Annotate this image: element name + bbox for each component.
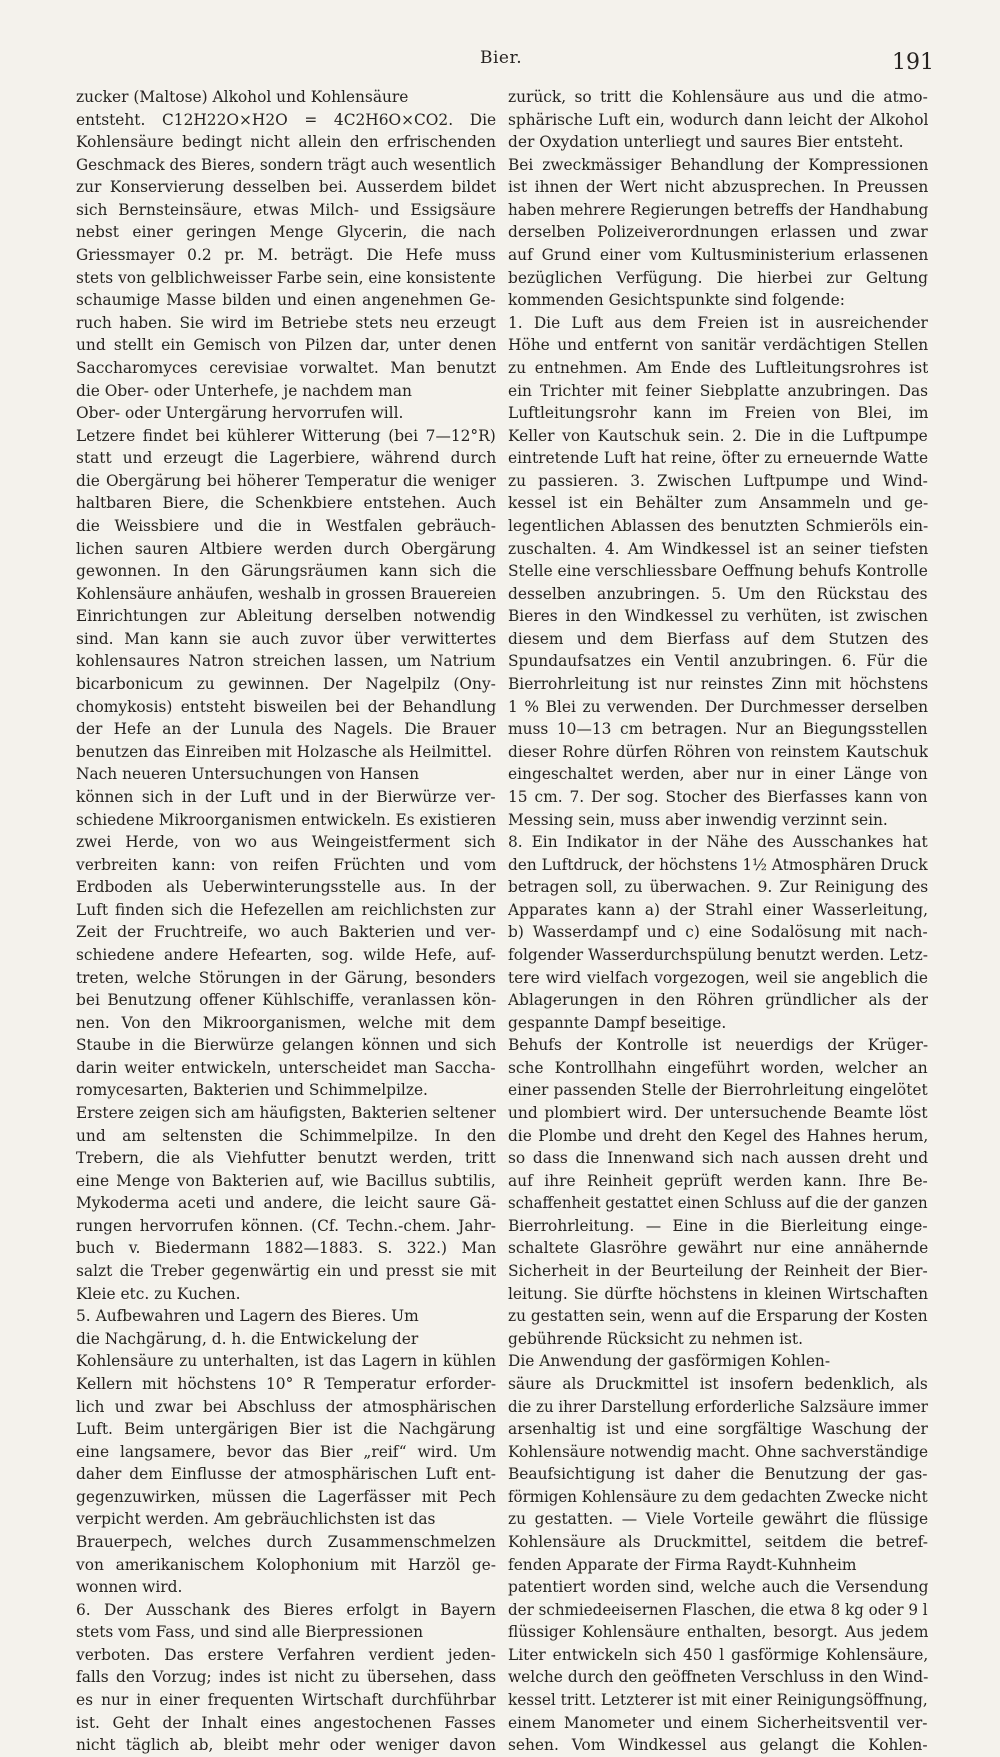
text-line: zurück, so tritt die Kohlensäure aus und die atmo- bbox=[508, 88, 928, 106]
text-line: nen. Von den Mikroorganismen, welche mit dem bbox=[76, 1013, 496, 1032]
text-line: Saccharomyces cerevisiae vorwaltet. Man benutzt bbox=[76, 358, 496, 377]
text-line: einer passenden Stelle der Bierrohrleitung eingelötet bbox=[508, 1081, 928, 1100]
text-line: schiedene andere Hefearten, sog. wilde Hefe, auf- bbox=[76, 945, 496, 964]
text-line: zwei Herde, von wo aus Weingeistferment sich bbox=[76, 833, 496, 852]
text-line: die Nachgärung, d. h. die Entwickelung der bbox=[76, 1329, 419, 1348]
text-line: Beaufsichtigung ist daher die Benutzung der gas- bbox=[508, 1465, 928, 1484]
text-line: zucker (Maltose) Alkohol und Kohlensäure bbox=[76, 88, 409, 106]
text-line: bicarbonicum zu gewinnen. Der Nagelpilz (Ony- bbox=[76, 675, 496, 694]
text-line: Stelle eine verschliessbare Oeffnung behufs Kontrolle bbox=[508, 562, 928, 581]
text-line: es nur in einer frequenten Wirtschaft durchführbar bbox=[76, 1691, 496, 1710]
text-line: zu gestatten sein, wenn auf die Ersparung der Kosten bbox=[508, 1307, 928, 1326]
text-line: Trebern, die als Viehfutter benutzt werden, tritt bbox=[76, 1149, 496, 1168]
text-line: dieser Rohre dürfen Röhren von reinstem Kautschuk bbox=[508, 742, 928, 761]
text-line: und stellt ein Gemisch von Pilzen dar, unter denen bbox=[76, 336, 496, 355]
text-line: Messing sein, muss aber inwendig verzinnt sein. bbox=[508, 810, 888, 829]
text-line: gegenzuwirken, müssen die Lagerfässer mit Pech bbox=[76, 1487, 496, 1506]
text-line: Liter entwickeln sich 450 l gasförmige Kohlensäure, bbox=[508, 1645, 928, 1664]
text-line: sehen. Vom Windkessel aus gelangt die Kohlen- bbox=[508, 1736, 928, 1755]
text-line: Bei zweckmässiger Behandlung der Kompressionen bbox=[508, 155, 928, 174]
text-line: Bierrohrleitung ist nur reinstes Zinn mit höchstens bbox=[508, 675, 928, 694]
text-line: bei Benutzung offener Kühlschiffe, veranlassen kön- bbox=[76, 991, 496, 1010]
text-line: verbreiten kann: von reifen Früchten und vom bbox=[76, 855, 496, 874]
text-line: zu passieren. 3. Zwischen Luftpumpe und Wind- bbox=[508, 471, 928, 490]
text-line: eingeschaltet werden, aber nur in einer Länge von bbox=[508, 765, 928, 784]
text-line: derselben Polizeiverordnungen erlassen und zwar bbox=[508, 223, 928, 242]
text-line: 8. Ein Indikator in der Nähe des Ausschankes hat bbox=[508, 833, 928, 852]
text-line: können sich in der Luft und in der Bierwürze ver- bbox=[76, 787, 496, 806]
text-line: die Obergärung bei höherer Temperatur die weniger bbox=[76, 471, 496, 490]
text-line: benutzen das Einreiben mit Holzasche als Heilmittel. bbox=[76, 742, 493, 761]
text-line: haben mehrere Regierungen betreffs der Handhabung bbox=[508, 200, 928, 219]
text-line: Kellern mit höchstens 10° R Temperatur erforder- bbox=[76, 1374, 496, 1393]
text-line: 5. Aufbewahren und Lagern des Bieres. Um bbox=[76, 1307, 419, 1326]
text-line: Letzere findet bei kühlerer Witterung (bei 7—12°R) bbox=[76, 426, 496, 445]
text-line: und am seltensten die Schimmelpilze. In den bbox=[76, 1126, 496, 1145]
text-line: und plombiert wird. Der untersuchende Beamte löst bbox=[508, 1104, 928, 1123]
text-line: stets von gelblichweisser Farbe sein, eine konsistente bbox=[76, 268, 496, 287]
text-line: der schmiedeeisernen Flaschen, die etwa 8 kg oder 9 l bbox=[508, 1600, 928, 1619]
text-line: leitung. Sie dürfte höchstens in kleinen Wirtschaften bbox=[508, 1284, 928, 1303]
text-line: schaffenheit gestattet einen Schluss auf die der ganzen bbox=[508, 1194, 928, 1213]
text-line: wonnen wird. bbox=[76, 1578, 183, 1597]
text-line: verboten. Das erstere Verfahren verdient jeden- bbox=[76, 1645, 496, 1664]
text-line: kessel ist ein Behälter zum Ansammeln und ge- bbox=[508, 494, 928, 513]
text-line: betragen soll, zu überwachen. 9. Zur Reinigung des bbox=[508, 878, 928, 897]
text-line: eintretende Luft hat reine, öfter zu erneuernde Watte bbox=[508, 449, 928, 468]
text-line: Ablagerungen in den Röhren gründlicher als der bbox=[508, 991, 928, 1010]
running-title: Bier. bbox=[480, 48, 523, 68]
text-line: die Weissbiere und die in Westfalen gebräuch- bbox=[76, 516, 496, 535]
text-line: muss 10—13 cm betragen. Nur an Biegungsstellen bbox=[508, 720, 928, 739]
text-line: entsteht. C12H22O×H2O = 4C2H6O×CO2. Die bbox=[76, 110, 496, 129]
text-line: ist. Geht der Inhalt eines angestochenen Fasses bbox=[76, 1713, 496, 1732]
text-line: säure als Druckmittel ist insofern bedenklich, als bbox=[508, 1374, 928, 1393]
text-line: auf ihre Reinheit geprüft werden kann. Ihre Be- bbox=[508, 1171, 928, 1190]
text-line: der Oxydation unterliegt und saures Bier entsteht. bbox=[508, 133, 904, 152]
text-line: verpicht werden. Am gebräuchlichsten ist das bbox=[76, 1510, 436, 1529]
text-line: ruch haben. Sie wird im Betriebe stets neu erzeugt bbox=[76, 313, 496, 332]
text-line: Kohlensäure als Druckmittel, seitdem die betref- bbox=[508, 1533, 928, 1551]
text-line: förmigen Kohlensäure zu dem gedachten Zwecke nicht bbox=[508, 1487, 928, 1506]
text-line: zuschalten. 4. Am Windkessel ist an seiner tiefsten bbox=[508, 539, 928, 558]
text-line: Erdboden als Ueberwinterungsstelle aus. In der bbox=[76, 878, 496, 897]
text-line: sche Kontrollhahn eingeführt worden, welcher an bbox=[508, 1058, 928, 1077]
text-line: Kleie etc. zu Kuchen. bbox=[76, 1284, 241, 1303]
text-line: chomykosis) entsteht bisweilen bei der Behandlung bbox=[76, 697, 496, 716]
text-line: flüssiger Kohlensäure enthalten, besorgt. Aus jedem bbox=[508, 1623, 928, 1642]
text-line: von amerikanischem Kolophonium mit Harzöl ge- bbox=[76, 1555, 496, 1574]
text-line: Kohlensäure notwendig macht. Ohne sachverständige bbox=[508, 1442, 929, 1461]
text-line: arsenhaltig ist und eine sorgfältige Waschung der bbox=[508, 1420, 928, 1439]
text-line: Luftleitungsrohr kann im Freien von Blei, im bbox=[508, 404, 928, 423]
text-line: Bierrohrleitung. — Eine in die Bierleitung einge- bbox=[508, 1216, 928, 1235]
text-line: Kohlensäure bedingt nicht allein den erfrischenden bbox=[76, 133, 496, 152]
text-line: einem Manometer und einem Sicherheitsventil ver- bbox=[508, 1713, 928, 1732]
text-line: zur Konservierung desselben bei. Ausserdem bildet bbox=[76, 178, 496, 197]
text-line: gewonnen. In den Gärungsräumen kann sich die bbox=[76, 562, 496, 581]
text-line: Apparates kann a) der Strahl einer Wasserleitung, bbox=[508, 900, 928, 919]
text-line: Luft. Beim untergärigen Bier ist die Nachgärung bbox=[76, 1420, 496, 1439]
text-line: Geschmack des Bieres, sondern trägt auch wesentlich bbox=[76, 155, 496, 174]
text-line: kohlensaures Natron streichen lassen, um Natrium bbox=[76, 652, 496, 671]
text-line: romycesarten, Bakterien und Schimmelpilze. bbox=[76, 1081, 428, 1100]
text-line: Einrichtungen zur Ableitung derselben notwendig bbox=[76, 607, 496, 626]
text-line: Mykoderma aceti und andere, die leicht saure Gä- bbox=[76, 1194, 496, 1213]
left-text-column bbox=[76, 86, 496, 1757]
text-line: Nach neueren Untersuchungen von Hansen bbox=[76, 765, 420, 784]
text-line: Keller von Kautschuk sein. 2. Die in die Luftpumpe bbox=[508, 426, 928, 445]
text-line: gespannte Dampf beseitige. bbox=[508, 1013, 727, 1032]
page-number: 191 bbox=[892, 50, 934, 75]
text-line: legentlichen Ablassen des benutzten Schmieröls ein- bbox=[508, 516, 928, 535]
text-line: rungen hervorrufen können. (Cf. Techn.-chem. Jahr- bbox=[76, 1216, 496, 1235]
text-line: ist ihnen der Wert nicht abzusprechen. In Preussen bbox=[508, 178, 928, 197]
text-line: darin weiter entwickeln, unterscheidet man Saccha- bbox=[76, 1058, 496, 1077]
text-line: gebührende Rücksicht zu nehmen ist. bbox=[508, 1329, 803, 1348]
text-line: nicht täglich ab, bleibt mehr oder weniger davon bbox=[76, 1736, 496, 1755]
text-line: diesem und dem Bierfass auf dem Stutzen des bbox=[508, 629, 928, 648]
text-line: die Plombe und dreht den Kegel des Hahnes herum, bbox=[508, 1126, 928, 1145]
text-line: 6. Der Ausschank des Bieres erfolgt in Bayern bbox=[76, 1600, 496, 1619]
text-line: nebst einer geringen Menge Glycerin, die nach bbox=[76, 223, 496, 242]
text-line: Ober- oder Untergärung hervorrufen will. bbox=[76, 404, 404, 423]
text-line: treten, welche Störungen in der Gärung, besonders bbox=[76, 968, 496, 987]
text-line: ein Trichter mit feiner Siebplatte anzubringen. Das bbox=[508, 381, 928, 400]
text-line: lichen sauren Altbiere werden durch Obergärung bbox=[76, 539, 496, 558]
text-line: eine langsamere, bevor das Bier „reif“ wird. Um bbox=[76, 1442, 496, 1461]
text-line: 15 cm. 7. Der sog. Stocher des Bierfasses kann von bbox=[508, 787, 928, 806]
text-line: zu entnehmen. Am Ende des Luftleitungsrohres ist bbox=[508, 358, 928, 377]
text-line: schiedene Mikroorganismen entwickeln. Es existieren bbox=[76, 810, 496, 829]
text-line: kessel tritt. Letzterer ist mit einer Reinigungsöffnung, bbox=[508, 1691, 928, 1710]
text-line: tere wird vielfach vorgezogen, weil sie angeblich die bbox=[508, 968, 928, 987]
text-line: daher dem Einflusse der atmosphärischen Luft ent- bbox=[76, 1465, 496, 1484]
text-line: Staube in die Bierwürze gelangen können und sich bbox=[76, 1036, 496, 1055]
text-line: Sicherheit in der Beurteilung der Reinheit der Bier- bbox=[508, 1262, 928, 1281]
text-line: patentiert worden sind, welche auch die Versendung bbox=[508, 1578, 928, 1597]
text-line: salzt die Treber gegenwärtig ein und presst sie mit bbox=[76, 1262, 496, 1281]
text-line: bezüglichen Verfügung. Die hierbei zur Geltung bbox=[508, 268, 928, 287]
text-line: lich und zwar bei Abschluss der atmosphärischen bbox=[76, 1397, 496, 1416]
text-line: Spundaufsatzes ein Ventil anzubringen. 6. Für die bbox=[508, 652, 928, 671]
text-line: buch v. Biedermann 1882—1883. S. 322.) Man bbox=[76, 1239, 496, 1258]
text-line: die Ober- oder Unterhefe, je nachdem man bbox=[76, 381, 412, 400]
text-line: Luft finden sich die Hefezellen am reichlichsten zur bbox=[76, 900, 496, 919]
text-line: Kohlensäure zu unterhalten, ist das Lagern in kühlen bbox=[76, 1352, 496, 1371]
text-line: falls den Vorzug; indes ist nicht zu übersehen, dass bbox=[76, 1668, 496, 1687]
text-line: auf Grund einer vom Kultusministerium erlassenen bbox=[508, 246, 928, 265]
text-line: kommenden Gesichtspunkte sind folgende: bbox=[508, 291, 845, 310]
text-line: 1. Die Luft aus dem Freien ist in ausreichender bbox=[508, 313, 928, 332]
text-line: den Luftdruck, der höchstens 1½ Atmosphären Druck bbox=[508, 855, 928, 874]
text-line: b) Wasserdampf und c) eine Sodalösung mit nach- bbox=[508, 923, 928, 942]
text-line: stets vom Fass, und sind alle Bierpressionen bbox=[76, 1623, 424, 1642]
text-line: sich Bernsteinsäure, etwas Milch- und Essigsäure bbox=[76, 200, 496, 219]
text-line: fenden Apparate der Firma Raydt-Kuhnheim bbox=[508, 1555, 857, 1574]
text-line: der Hefe an der Lunula des Nagels. Die Brauer bbox=[76, 720, 496, 739]
text-line: zu gestatten. — Viele Vorteile gewährt die flüssige bbox=[508, 1510, 928, 1529]
text-line: Höhe und entfernt von sanitär verdächtigen Stellen bbox=[508, 336, 928, 355]
text-line: Griessmayer 0.2 pr. M. beträgt. Die Hefe muss bbox=[76, 246, 496, 265]
text-line: sphärische Luft ein, wodurch dann leicht der Alkohol bbox=[508, 110, 928, 129]
text-line: Behufs der Kontrolle ist neuerdigs der Krüger- bbox=[508, 1036, 928, 1055]
text-line: statt und erzeugt die Lagerbiere, während durch bbox=[76, 449, 496, 468]
text-line: Bieres in den Windkessel zu verhüten, ist zwischen bbox=[508, 607, 928, 626]
text-line: 1 % Blei zu verwenden. Der Durchmesser derselben bbox=[508, 697, 928, 716]
text-line: schaumige Masse bilden und einen angenehmen Ge- bbox=[76, 291, 496, 310]
text-line: folgender Wasserdurchspülung benutzt werden. Letz- bbox=[508, 945, 928, 964]
text-line: desselben anzubringen. 5. Um den Rückstau des bbox=[508, 584, 928, 603]
text-line: Erstere zeigen sich am häufigsten, Bakterien seltener bbox=[76, 1104, 496, 1123]
text-line: Zeit der Fruchtreife, wo auch Bakterien und ver- bbox=[76, 923, 496, 942]
text-line: sind. Man kann sie auch zuvor über verwittertes bbox=[76, 629, 496, 648]
text-line: eine Menge von Bakterien auf, wie Bacillus subtilis, bbox=[76, 1171, 496, 1190]
text-line: Kohlensäure anhäufen, weshalb in grossen Brauereien bbox=[76, 584, 496, 603]
text-line: schaltete Glasröhre gewährt nur eine annähernde bbox=[508, 1239, 928, 1258]
text-line: Brauerpech, welches durch Zusammenschmelzen bbox=[76, 1533, 496, 1551]
text-line: die zu ihrer Darstellung erforderliche Salzsäure immer bbox=[508, 1397, 928, 1416]
right-text-column bbox=[508, 86, 928, 1757]
text-line: Die Anwendung der gasförmigen Kohlen- bbox=[508, 1352, 831, 1371]
text-line: so dass die Innenwand sich nach aussen dreht und bbox=[508, 1149, 928, 1168]
text-line: haltbaren Biere, die Schenkbiere entstehen. Auch bbox=[76, 494, 496, 513]
text-line: welche durch den geöffneten Verschluss in den Wind- bbox=[508, 1668, 928, 1687]
